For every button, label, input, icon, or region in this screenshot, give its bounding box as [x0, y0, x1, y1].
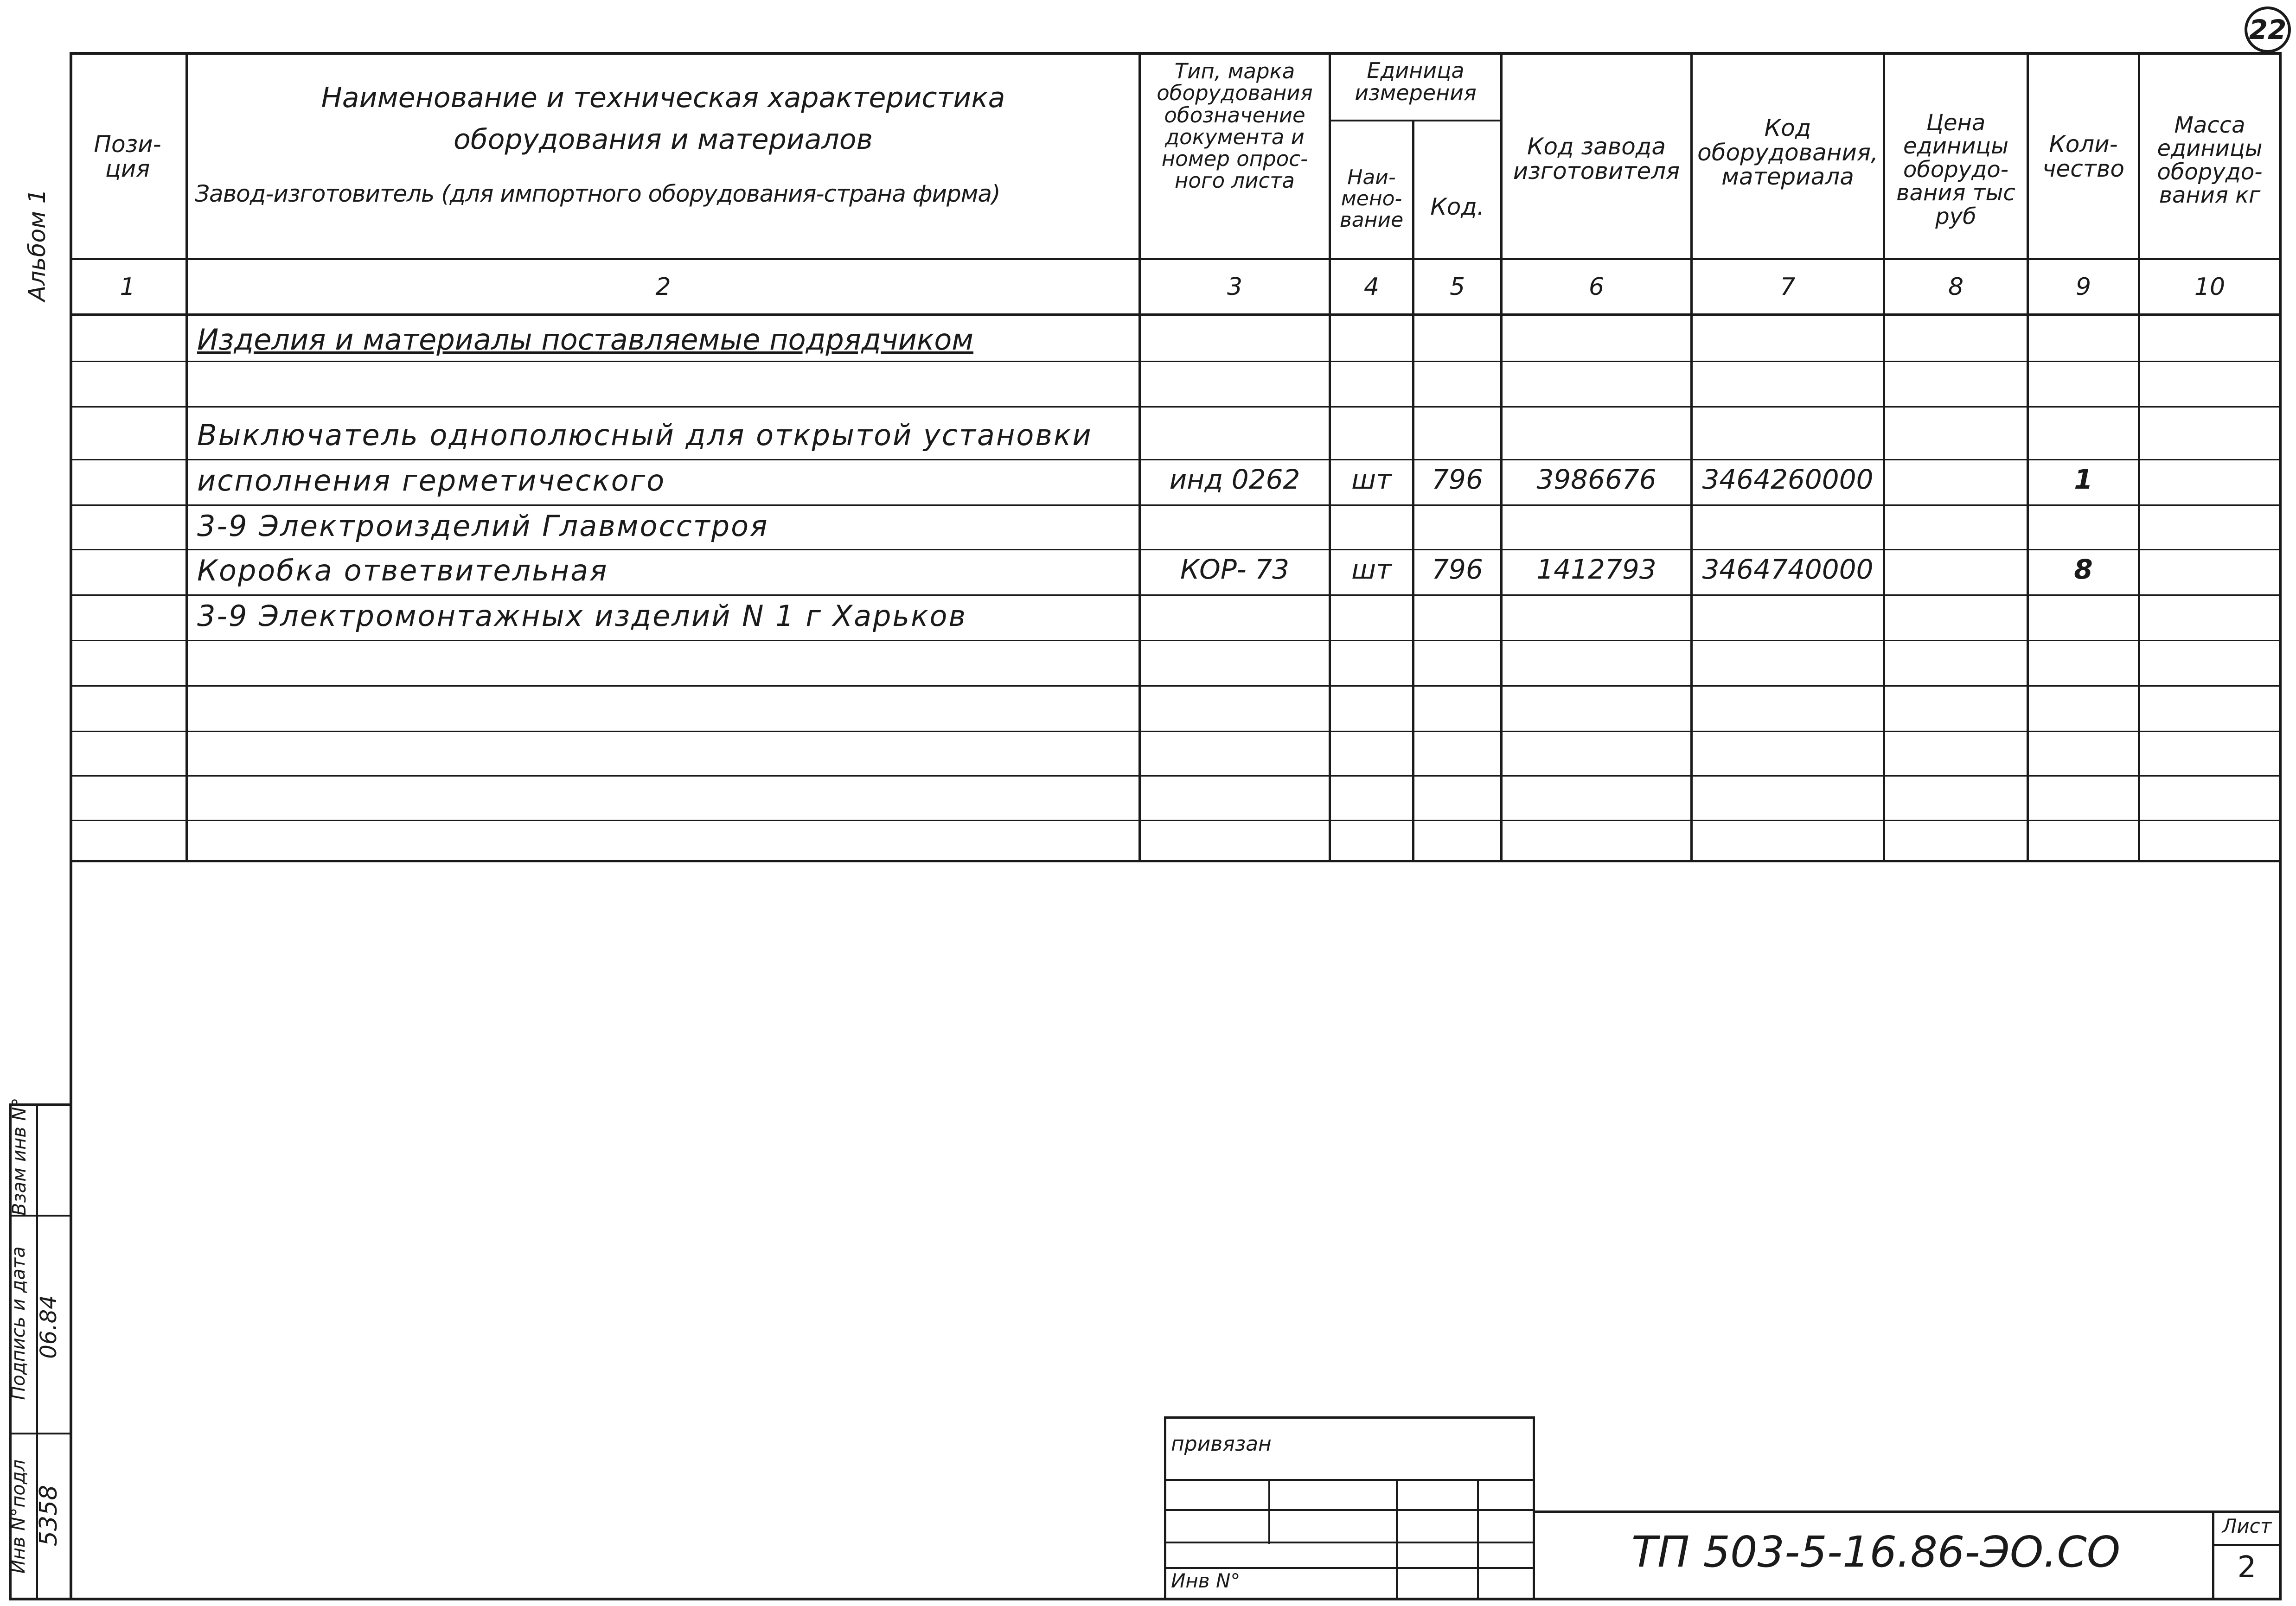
- row-line: [70, 775, 2282, 777]
- row-line: [70, 685, 2282, 687]
- replace-inv-label: Взам инв N°: [9, 1097, 30, 1216]
- header-name-line3: Завод-изготовитель (для импортного оборудования-страна фирма): [195, 180, 1000, 207]
- sheet-label: Лист: [2222, 1515, 2272, 1537]
- header-unit-code: Код.: [1430, 193, 1484, 220]
- header-unit-group: Единица измерения: [1355, 58, 1477, 106]
- colnum: 10: [2194, 273, 2226, 301]
- colnum: 9: [2075, 273, 2091, 301]
- row-name: Выключатель однополюсный для открытой установки: [197, 418, 1093, 452]
- sign-date-value: 06.84: [36, 1295, 62, 1359]
- stamp-line: [1164, 1567, 1535, 1569]
- row-item-code: 3464260000: [1702, 464, 1874, 495]
- inv-orig-label: Инв N°подл: [8, 1459, 29, 1574]
- colnum: 3: [1227, 273, 1243, 301]
- sheet-label-line: [2212, 1544, 2282, 1546]
- colnum-bottom-line: [70, 313, 2282, 316]
- header-price: Цена единицы оборудо- вания тыс руб: [1896, 110, 2015, 229]
- colnum: 5: [1449, 273, 1465, 301]
- stamp-line: [1164, 1509, 1535, 1511]
- row-unit-code: 796: [1432, 554, 1483, 585]
- sign-date-label: Подпись и дата: [8, 1246, 29, 1400]
- unit-group-line: [1329, 120, 1503, 121]
- sheet-number: 2: [2237, 1550, 2257, 1585]
- stamp-vline: [1396, 1479, 1398, 1600]
- row-name: Изделия и материалы поставляемые подрядчиком: [197, 323, 974, 357]
- stamp-top: [1164, 1416, 1535, 1419]
- album-label: Альбом 1: [24, 189, 51, 301]
- stamp-line: [1164, 1542, 1535, 1543]
- row-factory-code: 1412793: [1536, 554, 1656, 585]
- col-sep: [185, 52, 188, 862]
- row-name: исполнения герметического: [197, 464, 666, 497]
- header-type: Тип, марка оборудования обозначение документа и номер опрос- ного листа: [1157, 59, 1313, 193]
- inv-no-label: Инв N°: [1171, 1569, 1241, 1592]
- border-left: [70, 52, 72, 1600]
- row-name: Коробка ответвительная: [197, 554, 608, 587]
- header-mass: Масса единицы оборудо- вания кг: [2157, 112, 2263, 209]
- header-name-line1: Наименование и техническая характеристика: [321, 82, 1005, 114]
- col-sep: [1138, 52, 1141, 862]
- row-unit-code: 796: [1432, 464, 1483, 495]
- row-line: [70, 361, 2282, 362]
- header-position: Пози- ция: [94, 131, 161, 182]
- colnum: 6: [1588, 273, 1605, 301]
- border-top: [70, 52, 2282, 55]
- colnum: 1: [120, 273, 135, 301]
- row-line: [70, 640, 2282, 641]
- colnum: 2: [655, 273, 671, 301]
- stamp-line: [1164, 1479, 1535, 1481]
- row-unit: шт: [1351, 554, 1392, 585]
- stamp-vline: [1477, 1479, 1479, 1600]
- title-block-top: [1533, 1510, 2282, 1513]
- header-name-line2: оборудования и материалов: [454, 123, 873, 156]
- row-line: [70, 504, 2282, 506]
- row-type: КОР- 73: [1180, 554, 1289, 585]
- row-quantity: 8: [2074, 554, 2093, 585]
- page-number-badge: 22: [2245, 6, 2291, 53]
- header-unit-name: Наи- мено- вание: [1339, 166, 1404, 232]
- table-end-line: [70, 860, 2282, 862]
- row-name: 3-9 Электроизделий Главмосстроя: [197, 509, 769, 543]
- row-factory-code: 3986676: [1536, 464, 1656, 495]
- row-type: инд 0262: [1169, 464, 1300, 495]
- inv-orig-value: 5358: [35, 1485, 63, 1547]
- border-bottom: [70, 1598, 2282, 1600]
- side-block-bottom: [9, 1598, 71, 1600]
- privyazan-label: привязан: [1171, 1432, 1272, 1456]
- row-line: [70, 820, 2282, 821]
- row-line: [70, 594, 2282, 596]
- row-unit: шт: [1351, 464, 1392, 495]
- header-bottom-line: [70, 258, 2282, 260]
- row-item-code: 3464740000: [1702, 554, 1874, 585]
- header-quantity: Коли- чество: [2042, 131, 2124, 182]
- row-quantity: 1: [2074, 464, 2093, 495]
- row-line: [70, 459, 2282, 460]
- colnum: 4: [1363, 273, 1380, 301]
- header-factory-code: Код завода изготовителя: [1513, 133, 1680, 185]
- side-block-sep: [9, 1433, 71, 1434]
- colnum: 7: [1780, 273, 1796, 301]
- row-name: 3-9 Электромонтажных изделий N 1 г Харьков: [197, 599, 967, 633]
- document-code: ТП 503-5-16.86-ЭО.СО: [1631, 1527, 2121, 1577]
- row-line: [70, 549, 2282, 550]
- colnum: 8: [1948, 273, 1964, 301]
- row-line: [70, 731, 2282, 732]
- stamp-right-small: [1533, 1416, 1535, 1600]
- stamp-vline: [1268, 1479, 1270, 1544]
- row-line: [70, 406, 2282, 408]
- header-item-code: Код оборудования, материала: [1697, 115, 1878, 190]
- stamp-left: [1164, 1416, 1166, 1600]
